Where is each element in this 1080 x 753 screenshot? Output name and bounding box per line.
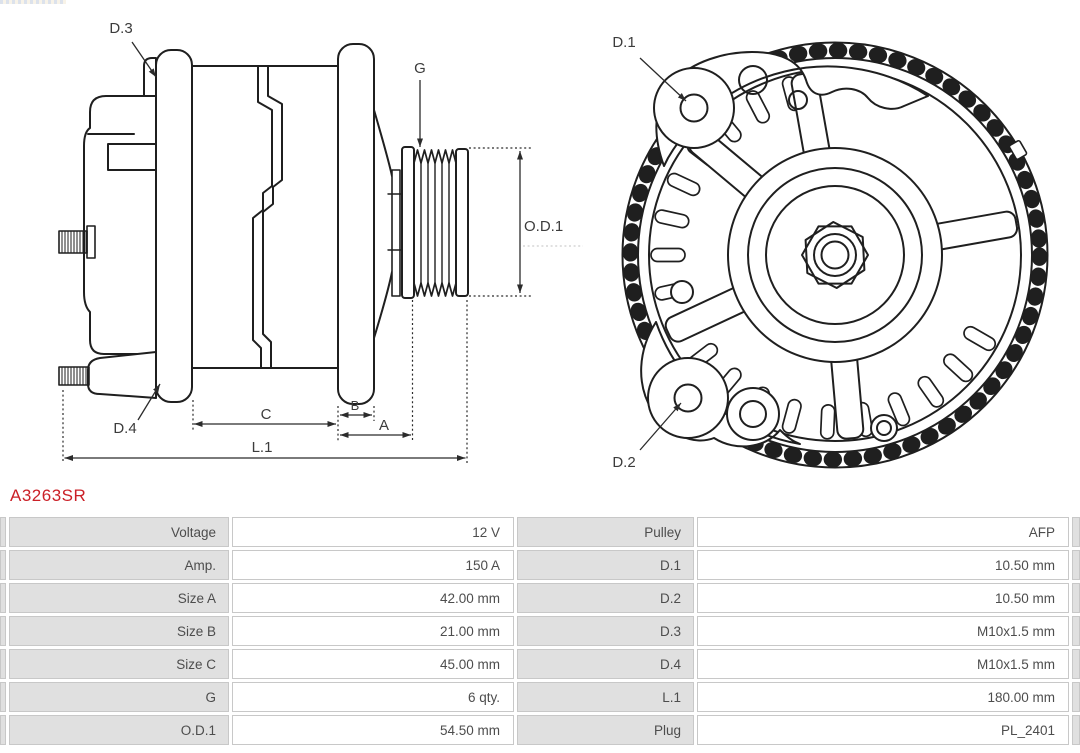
label-a: A [378, 417, 390, 434]
spec-value-cell: M10x1.5 mm [697, 616, 1069, 646]
label-b: B [350, 398, 360, 413]
table-edge-cell [1072, 550, 1080, 580]
spec-row [0, 517, 1080, 547]
table-edge-cell [0, 517, 6, 547]
spec-label-cell: D.3 [517, 616, 694, 646]
table-edge-cell [0, 550, 6, 580]
table-edge-cell [1072, 715, 1080, 745]
table-edge-cell [0, 583, 6, 613]
spec-value-cell: 10.50 mm [697, 550, 1069, 580]
spec-row [0, 616, 1080, 646]
label-c: C [260, 406, 272, 423]
table-edge-cell [0, 715, 6, 745]
spec-row [0, 682, 1080, 712]
table-edge-cell [0, 616, 6, 646]
spec-label-cell: Amp. [9, 550, 229, 580]
spec-label-cell: Voltage [9, 517, 229, 547]
table-edge-cell [1072, 517, 1080, 547]
label-d2: D.2 [612, 454, 636, 471]
spec-row [0, 583, 1080, 613]
label-d3: D.3 [109, 20, 133, 37]
spec-row [0, 550, 1080, 580]
part-number: A3263SR [10, 486, 87, 505]
spec-label-cell: Pulley [517, 517, 694, 547]
spec-value-cell: 180.00 mm [697, 682, 1069, 712]
spec-label-cell: Size B [9, 616, 229, 646]
spec-label-cell: Plug [517, 715, 694, 745]
table-edge-cell [1072, 616, 1080, 646]
spec-label-cell: Size C [9, 649, 229, 679]
spec-value-cell: 10.50 mm [697, 583, 1069, 613]
table-edge-cell [0, 649, 6, 679]
spec-label-cell: D.4 [517, 649, 694, 679]
spec-value-cell: 45.00 mm [232, 649, 514, 679]
table-edge-cell [1072, 583, 1080, 613]
spec-value-cell: 150 A [232, 550, 514, 580]
spec-table [0, 517, 1080, 745]
spec-row [0, 649, 1080, 679]
spec-value-cell: AFP [697, 517, 1069, 547]
table-edge-cell [1072, 682, 1080, 712]
spec-value-cell: 6 qty. [232, 682, 514, 712]
spec-value-cell: M10x1.5 mm [697, 649, 1069, 679]
spec-value-cell: 21.00 mm [232, 616, 514, 646]
spec-label-cell: O.D.1 [9, 715, 229, 745]
label-od1: O.D.1 [524, 218, 564, 235]
spec-label-cell: D.1 [517, 550, 694, 580]
front-view [623, 43, 1048, 468]
label-g: G [414, 60, 426, 77]
spec-value-cell: 12 V [232, 517, 514, 547]
spec-row [0, 715, 1080, 745]
spec-label-cell: D.2 [517, 583, 694, 613]
side-view [59, 44, 468, 404]
table-edge-cell [1072, 649, 1080, 679]
spec-value-cell: PL_2401 [697, 715, 1069, 745]
spec-label-cell: G [9, 682, 229, 712]
label-d4: D.4 [113, 420, 137, 437]
spec-value-cell: 54.50 mm [232, 715, 514, 745]
spec-label-cell: Size A [9, 583, 229, 613]
spec-label-cell: L.1 [517, 682, 694, 712]
label-d1: D.1 [612, 34, 636, 51]
spec-value-cell: 42.00 mm [232, 583, 514, 613]
label-l1: L.1 [251, 439, 273, 456]
table-edge-cell [0, 682, 6, 712]
